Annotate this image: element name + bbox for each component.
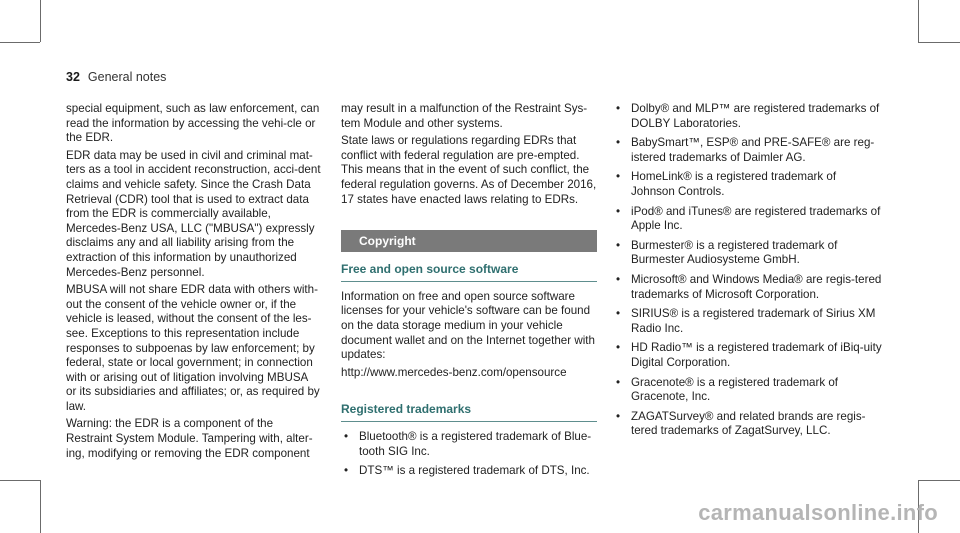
bullet-icon: • bbox=[344, 464, 349, 478]
bullet-icon: • bbox=[616, 341, 621, 355]
bullet-icon: • bbox=[344, 429, 349, 443]
column-2 bbox=[341, 102, 597, 484]
list-item bbox=[613, 341, 883, 370]
section-title: General notes bbox=[87, 70, 167, 84]
paragraph: EDR data may be used in civil and criminal mat-ters as a tool in accident reconstruction, acci-dent claims and vehicle safety. Since the Crash Data Retrieval (CDR) tool that is used to extract data from the EDR is commercially available, Mercedes-Benz USA, LLC ("MBUSA") expressly disclaims any and all liability arising from the extraction of this information by unauthorized Mercedes-Benz personnel. bbox=[66, 148, 321, 279]
trademark-text: HomeLink® is a registered trademark of Johnson Controls. bbox=[631, 170, 837, 198]
trademark-text: Burmester® is a registered trademark of Burmester Audiosysteme GmbH. bbox=[631, 238, 838, 267]
bullet-icon: • bbox=[616, 409, 621, 423]
bullet-icon: • bbox=[616, 170, 621, 184]
column-1 bbox=[66, 102, 321, 464]
bullet-icon: • bbox=[616, 272, 621, 286]
trademark-list bbox=[613, 102, 883, 439]
trademark-text: Gracenote® is a registered trademark of Gracenote, Inc. bbox=[631, 375, 839, 404]
list-item bbox=[613, 410, 883, 439]
list-item bbox=[613, 136, 883, 165]
trademark-text: SIRIUS® is a registered trademark of Sirius XM Radio Inc. bbox=[631, 307, 876, 335]
crop-mark bbox=[918, 480, 960, 481]
crop-mark bbox=[918, 42, 960, 43]
bullet-icon: • bbox=[616, 307, 621, 321]
list-item bbox=[613, 376, 883, 405]
crop-mark bbox=[918, 0, 919, 42]
paragraph: MBUSA will not share EDR data with others with-out the consent of the vehicle owner or, if the vehicle is leased, without the consent of the les-see. Exceptions to this representation include responses to subpoenas by law enforcement; by federal, state or local government; in connection with or arising out of litigation involving MBUSA or its subsidiaries and affiliates; or, as required by law. bbox=[66, 283, 320, 413]
paragraph: may result in a malfunction of the Restraint Sys-tem Module and other systems. bbox=[341, 102, 588, 130]
trademark-text: iPod® and iTunes® are registered trademarks of Apple Inc. bbox=[631, 204, 881, 233]
crop-mark bbox=[40, 0, 41, 42]
trademark-text: Dolby® and MLP™ are registered trademarks of DOLBY Laboratories. bbox=[631, 102, 880, 130]
trademark-text: HD Radio™ is a registered trademark of iBiq-uity Digital Corporation. bbox=[631, 341, 882, 369]
bullet-icon: • bbox=[616, 375, 621, 389]
trademark-text: DTS™ is a registered trademark of DTS, Inc. bbox=[359, 464, 590, 478]
trademark-text: Bluetooth® is a registered trademark of Blue-tooth SIG Inc. bbox=[359, 429, 592, 458]
copyright-heading: Copyright bbox=[341, 230, 597, 252]
list-item bbox=[613, 273, 883, 302]
trademark-text: Microsoft® and Windows Media® are regis-tered trademarks of Microsoft Corporation. bbox=[631, 272, 882, 301]
list-item bbox=[613, 239, 883, 268]
bullet-icon: • bbox=[616, 238, 621, 252]
paragraph: Information on free and open source software licenses for your vehicle's software can be found on the data storage medium in your vehicle document wallet and on the Internet together with updates: bbox=[341, 289, 595, 362]
trademark-text: ZAGATSurvey® and related brands are regis-tered trademarks of ZagatSurvey, LLC. bbox=[631, 409, 866, 438]
trademarks-heading: Registered trademarks bbox=[341, 402, 597, 422]
watermark: carmanualsonline.info bbox=[698, 500, 938, 525]
list-item bbox=[613, 307, 883, 336]
trademark-list bbox=[341, 430, 597, 479]
paragraph: Warning: the EDR is a component of the Restraint System Module. Tampering with, alter-ing, modifying or removing the EDR component bbox=[66, 417, 313, 460]
oss-heading: Free and open source software bbox=[341, 262, 597, 282]
list-item bbox=[341, 464, 597, 479]
crop-mark bbox=[0, 480, 40, 481]
oss-url: http://www.mercedes-benz.com/opensource bbox=[341, 365, 567, 379]
page-header bbox=[66, 70, 166, 84]
paragraph: special equipment, such as law enforcement, can read the information by accessing the vehi-cle or the EDR. bbox=[66, 102, 320, 145]
list-item bbox=[613, 205, 883, 234]
bullet-icon: • bbox=[616, 136, 621, 150]
paragraph: State laws or regulations regarding EDRs that conflict with federal regulation are pre-empted. This means that in the event of such conflict, the federal regulation governs. As of December 2016, 17 states have enacted laws relating to EDRs. bbox=[341, 134, 597, 206]
list-item bbox=[613, 102, 883, 131]
list-item bbox=[341, 430, 597, 459]
crop-mark bbox=[0, 42, 40, 43]
trademark-text: BabySmart™, ESP® and PRE-SAFE® are reg-istered trademarks of Daimler AG. bbox=[631, 136, 875, 164]
column-3 bbox=[613, 102, 883, 444]
crop-mark bbox=[40, 480, 41, 533]
list-item bbox=[613, 170, 883, 199]
bullet-icon: • bbox=[616, 204, 621, 218]
bullet-icon: • bbox=[616, 102, 621, 115]
page-number: 32 bbox=[66, 70, 80, 84]
